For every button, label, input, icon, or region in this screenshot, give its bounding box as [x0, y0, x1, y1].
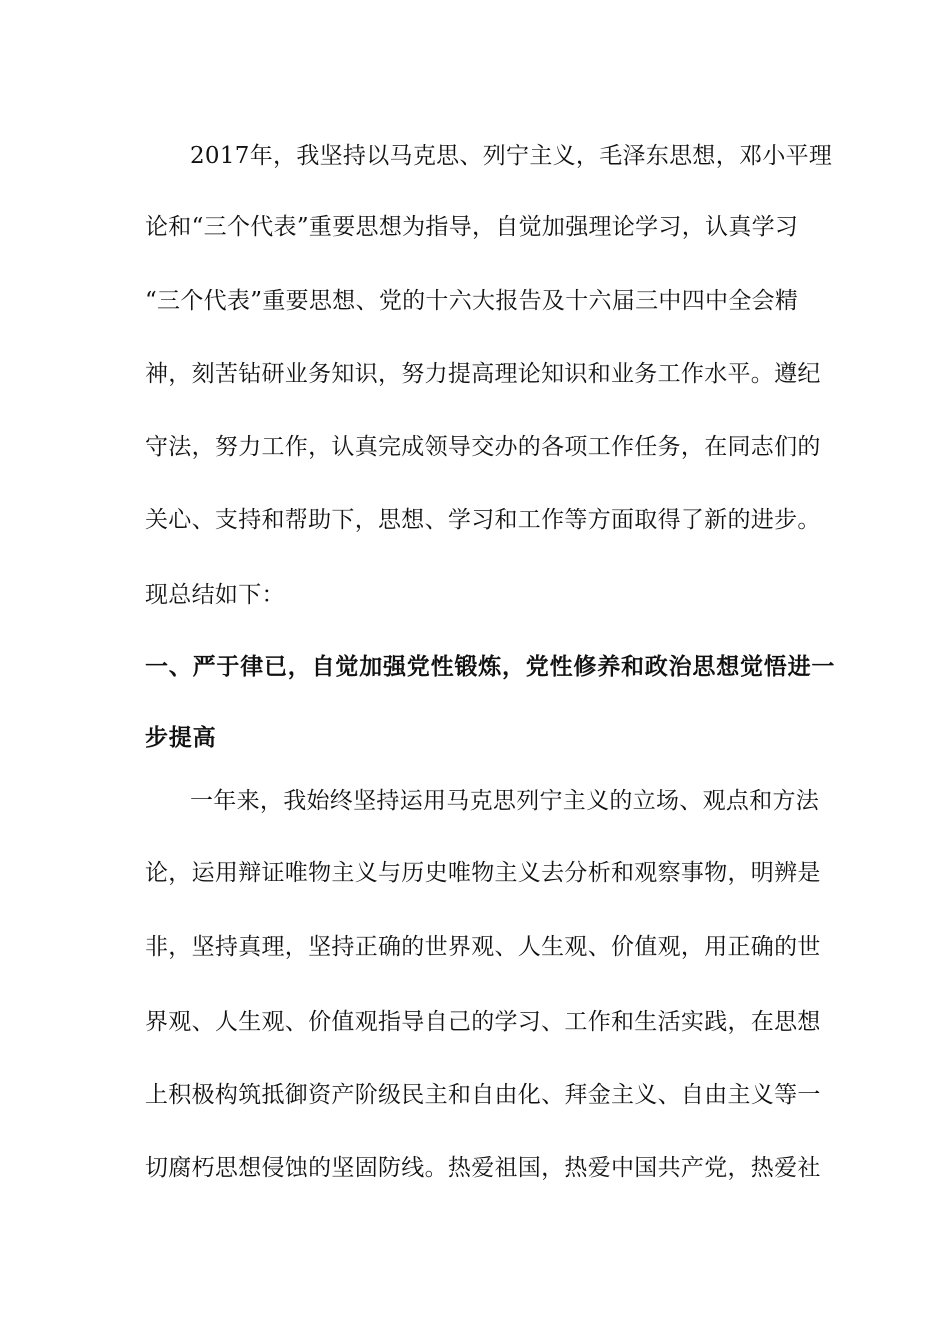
paragraph-1-line-4: 神，刻苦钻研业务知识，努力提高理论知识和业务工作水平。遵纪 — [145, 361, 821, 387]
paragraph-2-line-6: 切腐朽思想侵蚀的坚固防线。热爱祖国，热爱中国共产党，热爱社 — [145, 1155, 821, 1181]
section-heading-line-1: 一、严于律已，自觉加强党性锻炼，党性修养和政治思想觉悟进一 — [145, 654, 836, 680]
paragraph-2-line-5: 上积极构筑抵御资产阶级民主和自由化、拜金主义、自由主义等一 — [145, 1082, 821, 1108]
paragraph-2-line-3: 非，坚持真理，坚持正确的世界观、人生观、价值观，用正确的世 — [145, 934, 821, 960]
paragraph-1-line-1: 2017年，我坚持以马克思、列宁主义，毛泽东思想，邓小平理 — [190, 143, 833, 169]
paragraph-1-line-3: “三个代表”重要思想、党的十六大报告及十六届三中四中全会精 — [145, 288, 799, 314]
paragraph-2-line-4: 界观、人生观、价值观指导自己的学习、工作和生活实践，在思想 — [145, 1009, 821, 1035]
paragraph-1-line-5: 守法，努力工作，认真完成领导交办的各项工作任务，在同志们的 — [145, 434, 821, 460]
paragraph-2-line-2: 论，运用辩证唯物主义与历史唯物主义去分析和观察事物，明辨是 — [145, 860, 821, 886]
paragraph-1-line-6: 关心、支持和帮助下，思想、学习和工作等方面取得了新的进步。 — [145, 507, 821, 533]
paragraph-1-line-2: 论和“三个代表”重要思想为指导，自觉加强理论学习，认真学习 — [145, 214, 799, 240]
paragraph-2-line-1: 一年来，我始终坚持运用马克思列宁主义的立场、观点和方法 — [190, 788, 820, 814]
paragraph-1-line-7: 现总结如下： — [145, 582, 285, 608]
section-heading-line-2: 步提高 — [145, 725, 217, 751]
